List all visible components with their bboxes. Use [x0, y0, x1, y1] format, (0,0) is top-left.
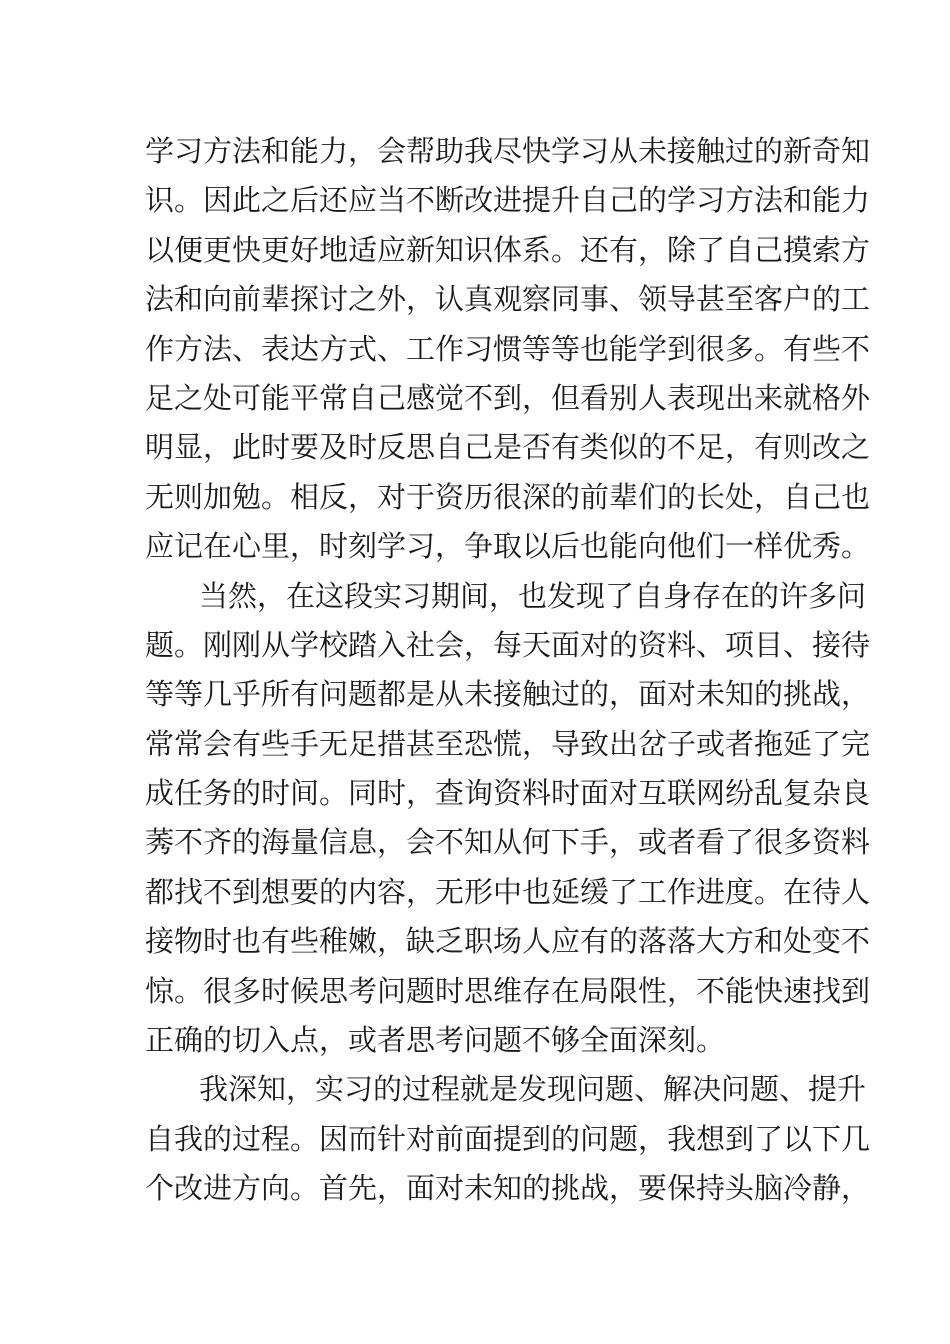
- text-line: 惊。很多时候思考问题时思维存在局限性，不能快速找到: [145, 973, 871, 1008]
- text-line: 法和向前辈探讨之外，认真观察同事、领导甚至客户的工: [145, 282, 871, 317]
- text-line: 作方法、表达方式、工作习惯等等也能学到很多。有些不: [145, 331, 871, 366]
- text-line: 明显，此时要及时反思自己是否有类似的不足，有则改之: [145, 430, 871, 465]
- document-body: [145, 127, 871, 1214]
- text-line: 常常会有些手无足措甚至恐慌，导致出岔子或者拖延了完: [145, 726, 871, 761]
- text-line: 我深知，实习的过程就是发现问题、解决问题、提升: [199, 1072, 867, 1107]
- text-line: 都找不到想要的内容，无形中也延缓了工作进度。在待人: [145, 874, 871, 909]
- text-line: 题。刚刚从学校踏入社会，每天面对的资料、项目、接待: [145, 627, 871, 662]
- text-line: 识。因此之后还应当不断改进提升自己的学习方法和能力: [145, 183, 871, 218]
- text-line: 正确的切入点，或者思考问题不够全面深刻。: [145, 1023, 726, 1058]
- paragraph-1: [145, 127, 871, 572]
- text-line: 成任务的时间。同时，查询资料时面对互联网纷乱复杂良: [145, 776, 871, 811]
- paragraph-2: [145, 572, 871, 1066]
- text-line: 接物时也有些稚嫩，缺乏职场人应有的落落大方和处变不: [145, 924, 871, 959]
- text-line: 足之处可能平常自己感觉不到，但看别人表现出来就格外: [145, 380, 871, 415]
- text-line: 个改进方向。首先，面对未知的挑战，要保持头脑冷静，: [145, 1171, 871, 1206]
- paragraph-3: [145, 1065, 871, 1213]
- text-line: 莠不齐的海量信息，会不知从何下手，或者看了很多资料: [145, 825, 871, 860]
- text-line: 以便更快更好地适应新知识体系。还有，除了自己摸索方: [145, 232, 871, 267]
- text-line: 当然，在这段实习期间，也发现了自身存在的许多问: [199, 578, 867, 613]
- text-line: 学习方法和能力，会帮助我尽快学习从未接触过的新奇知: [145, 134, 871, 168]
- text-line: 自我的过程。因而针对前面提到的问题，我想到了以下几: [145, 1121, 871, 1156]
- text-line: 应记在心里，时刻学习，争取以后也能向他们一样优秀。: [145, 529, 871, 564]
- text-line: 等等几乎所有问题都是从未接触过的，面对未知的挑战，: [145, 677, 871, 712]
- text-line: 无则加勉。相反，对于资历很深的前辈们的长处，自己也: [145, 479, 871, 514]
